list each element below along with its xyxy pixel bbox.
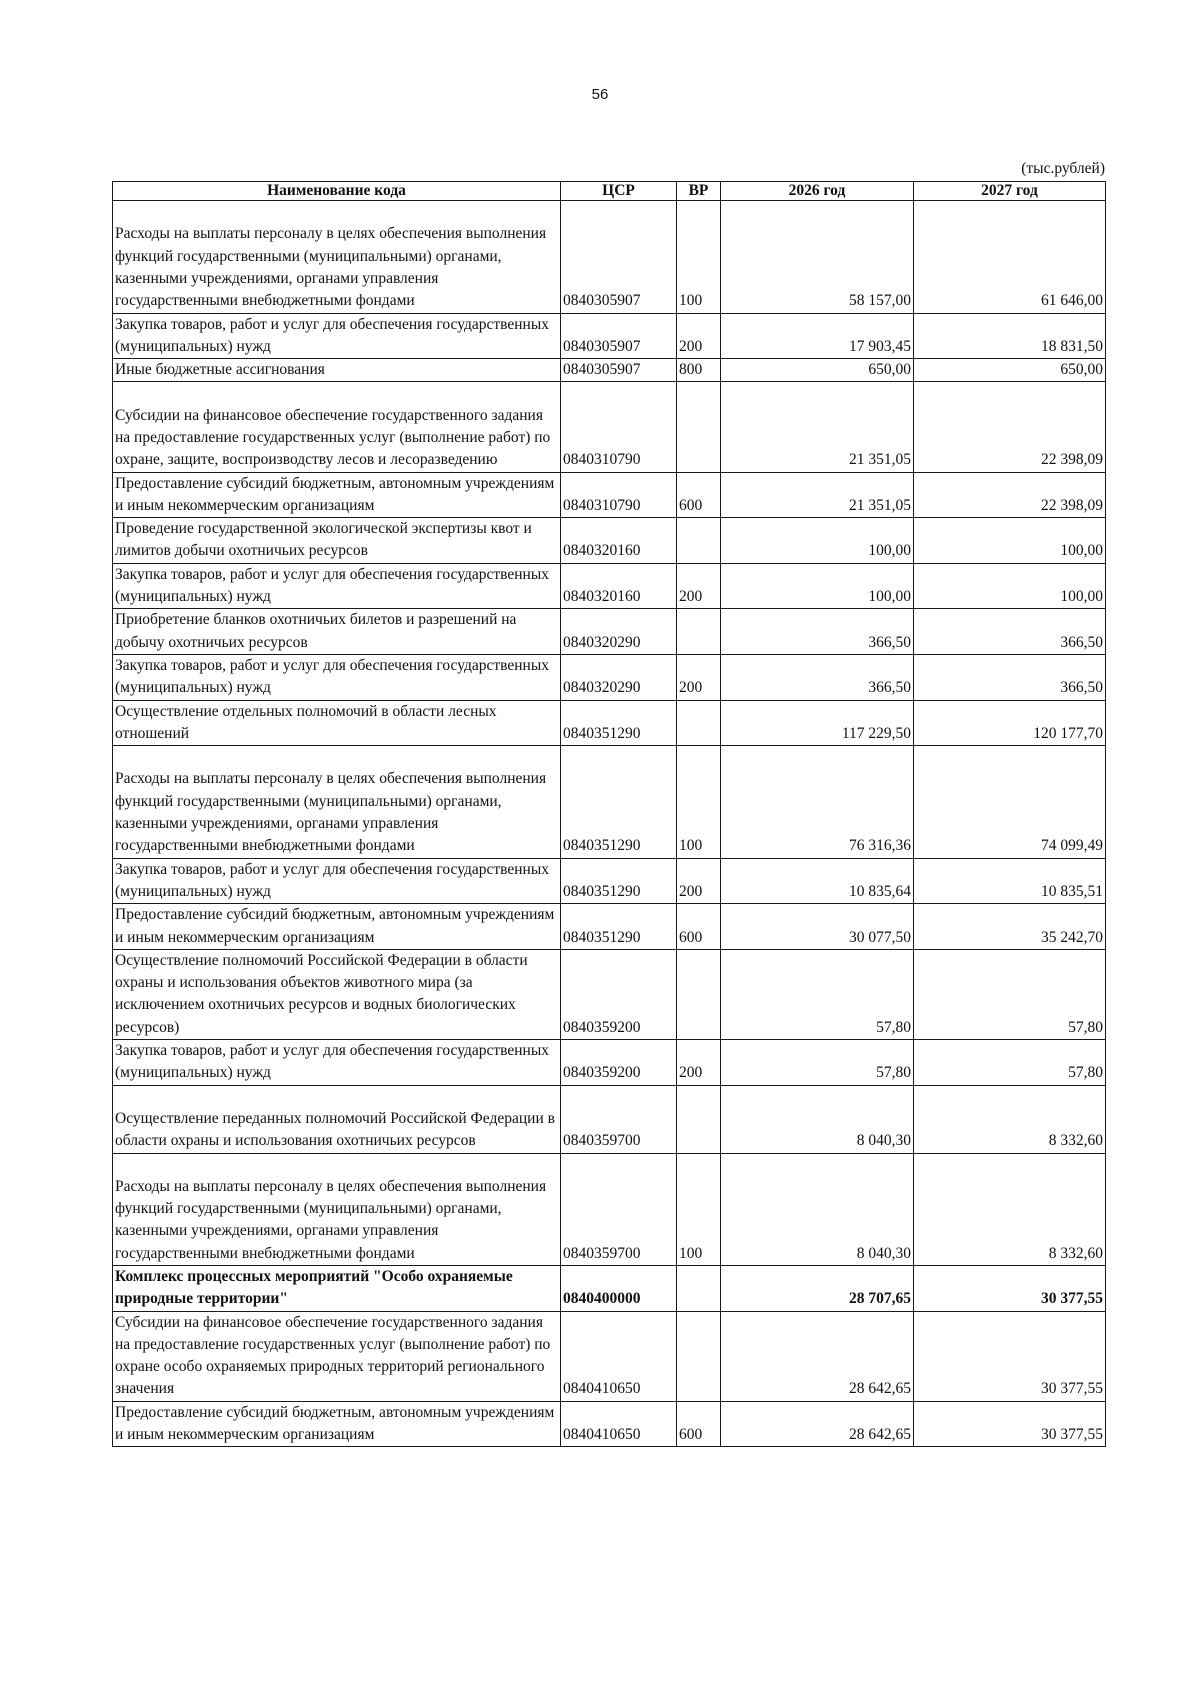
row-2026-cell: 366,50 bbox=[721, 654, 914, 700]
row-csr-cell: 0840305907 bbox=[561, 359, 677, 382]
budget-table bbox=[112, 181, 1106, 1447]
row-csr-cell: 0840320290 bbox=[561, 654, 677, 700]
table-row bbox=[113, 1040, 1106, 1086]
row-csr-cell: 0840359700 bbox=[561, 1153, 677, 1266]
table-row bbox=[113, 518, 1106, 564]
row-csr-cell: 0840410650 bbox=[561, 1311, 677, 1401]
row-csr-cell: 0840359200 bbox=[561, 949, 677, 1039]
row-vr-cell: 200 bbox=[677, 563, 721, 609]
row-2027-cell: 366,50 bbox=[914, 609, 1106, 655]
row-vr-cell: 100 bbox=[677, 1153, 721, 1266]
row-vr-cell bbox=[677, 1085, 721, 1153]
table-row bbox=[113, 201, 1106, 314]
row-name-cell: Субсидии на финансовое обеспечение государственного задания на предоставление государственных услуг (выполнение работ) по охране, защите, воспроизводству лесов и лесоразведению bbox=[113, 382, 561, 472]
row-2026-cell: 100,00 bbox=[721, 563, 914, 609]
table-row bbox=[113, 563, 1106, 609]
table-row bbox=[113, 949, 1106, 1039]
row-2026-cell: 10 835,64 bbox=[721, 858, 914, 904]
row-2027-cell: 18 831,50 bbox=[914, 313, 1106, 359]
row-2027-cell: 8 332,60 bbox=[914, 1153, 1106, 1266]
row-2027-cell: 57,80 bbox=[914, 1040, 1106, 1086]
row-name-cell: Приобретение бланков охотничьих билетов и разрешений на добычу охотничьих ресурсов bbox=[113, 609, 561, 655]
row-2027-cell: 57,80 bbox=[914, 949, 1106, 1039]
row-2026-cell: 21 351,05 bbox=[721, 472, 914, 518]
row-2026-cell: 8 040,30 bbox=[721, 1085, 914, 1153]
row-csr-cell: 0840351290 bbox=[561, 746, 677, 859]
row-name-cell: Предоставление субсидий бюджетным, автономным учреждениям и иным некоммерческим организациям bbox=[113, 904, 561, 950]
row-2027-cell: 74 099,49 bbox=[914, 746, 1106, 859]
row-name-cell: Иные бюджетные ассигнования bbox=[113, 359, 561, 382]
table-row bbox=[113, 858, 1106, 904]
row-csr-cell: 0840351290 bbox=[561, 858, 677, 904]
row-2026-cell: 28 642,65 bbox=[721, 1401, 914, 1447]
table-row bbox=[113, 609, 1106, 655]
row-2026-cell: 30 077,50 bbox=[721, 904, 914, 950]
row-csr-cell: 0840400000 bbox=[561, 1266, 677, 1312]
row-vr-cell: 600 bbox=[677, 1401, 721, 1447]
row-2027-cell: 100,00 bbox=[914, 518, 1106, 564]
row-2027-cell: 35 242,70 bbox=[914, 904, 1106, 950]
row-name-cell: Субсидии на финансовое обеспечение государственного задания на предоставление государственных услуг (выполнение работ) по охране особо охраняемых природных территорий регионального значения bbox=[113, 1311, 561, 1401]
table-row bbox=[113, 904, 1106, 950]
row-vr-cell: 200 bbox=[677, 654, 721, 700]
row-2026-cell: 17 903,45 bbox=[721, 313, 914, 359]
row-csr-cell: 0840320160 bbox=[561, 518, 677, 564]
row-csr-cell: 0840410650 bbox=[561, 1401, 677, 1447]
row-csr-cell: 0840320160 bbox=[561, 563, 677, 609]
header-name: Наименование кода bbox=[113, 182, 561, 201]
row-vr-cell bbox=[677, 609, 721, 655]
row-csr-cell: 0840320290 bbox=[561, 609, 677, 655]
row-2026-cell: 117 229,50 bbox=[721, 700, 914, 746]
row-2027-cell: 366,50 bbox=[914, 654, 1106, 700]
row-name-cell: Осуществление отдельных полномочий в области лесных отношений bbox=[113, 700, 561, 746]
row-vr-cell bbox=[677, 1311, 721, 1401]
row-name-cell: Комплекс процессных мероприятий "Особо охраняемые природные территории" bbox=[113, 1266, 561, 1312]
row-vr-cell: 600 bbox=[677, 472, 721, 518]
header-csr: ЦСР bbox=[561, 182, 677, 201]
row-csr-cell: 0840305907 bbox=[561, 313, 677, 359]
row-2026-cell: 57,80 bbox=[721, 949, 914, 1039]
header-2026: 2026 год bbox=[721, 182, 914, 201]
row-csr-cell: 0840310790 bbox=[561, 472, 677, 518]
row-name-cell: Закупка товаров, работ и услуг для обеспечения государственных (муниципальных) нужд bbox=[113, 858, 561, 904]
row-name-cell: Закупка товаров, работ и услуг для обеспечения государственных (муниципальных) нужд bbox=[113, 313, 561, 359]
row-2027-cell: 8 332,60 bbox=[914, 1085, 1106, 1153]
row-csr-cell: 0840359700 bbox=[561, 1085, 677, 1153]
row-vr-cell: 800 bbox=[677, 359, 721, 382]
row-2027-cell: 30 377,55 bbox=[914, 1266, 1106, 1312]
row-name-cell: Расходы на выплаты персоналу в целях обеспечения выполнения функций государственными (муниципальными) органами, казенными учреждениями, органами управления государственными внебюджетными фондами bbox=[113, 1153, 561, 1266]
row-name-cell: Закупка товаров, работ и услуг для обеспечения государственных (муниципальных) нужд bbox=[113, 1040, 561, 1086]
table-body bbox=[113, 201, 1106, 1447]
table-row bbox=[113, 1401, 1106, 1447]
units-label: (тыс.рублей) bbox=[1021, 160, 1105, 177]
row-2027-cell: 120 177,70 bbox=[914, 700, 1106, 746]
row-2026-cell: 57,80 bbox=[721, 1040, 914, 1086]
row-vr-cell: 200 bbox=[677, 1040, 721, 1086]
row-vr-cell: 200 bbox=[677, 313, 721, 359]
table-row bbox=[113, 1266, 1106, 1312]
row-csr-cell: 0840305907 bbox=[561, 201, 677, 314]
row-name-cell: Расходы на выплаты персоналу в целях обеспечения выполнения функций государственными (муниципальными) органами, казенными учреждениями, органами управления государственными внебюджетными фондами bbox=[113, 201, 561, 314]
row-2027-cell: 30 377,55 bbox=[914, 1311, 1106, 1401]
row-2026-cell: 366,50 bbox=[721, 609, 914, 655]
row-2027-cell: 22 398,09 bbox=[914, 472, 1106, 518]
row-csr-cell: 0840310790 bbox=[561, 382, 677, 472]
row-name-cell: Предоставление субсидий бюджетным, автономным учреждениям и иным некоммерческим организациям bbox=[113, 472, 561, 518]
table-row bbox=[113, 746, 1106, 859]
row-vr-cell bbox=[677, 700, 721, 746]
row-vr-cell: 100 bbox=[677, 746, 721, 859]
row-name-cell: Проведение государственной экологической экспертизы квот и лимитов добычи охотничьих ресурсов bbox=[113, 518, 561, 564]
table-row bbox=[113, 382, 1106, 472]
row-name-cell: Осуществление переданных полномочий Российской Федерации в области охраны и использования охотничьих ресурсов bbox=[113, 1085, 561, 1153]
row-2026-cell: 21 351,05 bbox=[721, 382, 914, 472]
table-row bbox=[113, 313, 1106, 359]
row-2027-cell: 10 835,51 bbox=[914, 858, 1106, 904]
row-2026-cell: 76 316,36 bbox=[721, 746, 914, 859]
table-row bbox=[113, 654, 1106, 700]
row-2026-cell: 28 642,65 bbox=[721, 1311, 914, 1401]
row-csr-cell: 0840351290 bbox=[561, 904, 677, 950]
row-vr-cell: 600 bbox=[677, 904, 721, 950]
table-row bbox=[113, 472, 1106, 518]
row-2027-cell: 22 398,09 bbox=[914, 382, 1106, 472]
header-vr: ВР bbox=[677, 182, 721, 201]
row-2026-cell: 8 040,30 bbox=[721, 1153, 914, 1266]
row-csr-cell: 0840351290 bbox=[561, 700, 677, 746]
row-name-cell: Предоставление субсидий бюджетным, автономным учреждениям и иным некоммерческим организациям bbox=[113, 1401, 561, 1447]
row-name-cell: Закупка товаров, работ и услуг для обеспечения государственных (муниципальных) нужд bbox=[113, 654, 561, 700]
table-row bbox=[113, 359, 1106, 382]
table-row bbox=[113, 1085, 1106, 1153]
row-name-cell: Расходы на выплаты персоналу в целях обеспечения выполнения функций государственными (муниципальными) органами, казенными учреждениями, органами управления государственными внебюджетными фондами bbox=[113, 746, 561, 859]
row-2027-cell: 61 646,00 bbox=[914, 201, 1106, 314]
page-number: 56 bbox=[591, 86, 609, 103]
row-2026-cell: 28 707,65 bbox=[721, 1266, 914, 1312]
header-2027: 2027 год bbox=[914, 182, 1106, 201]
row-csr-cell: 0840359200 bbox=[561, 1040, 677, 1086]
table-row bbox=[113, 1153, 1106, 1266]
row-2026-cell: 100,00 bbox=[721, 518, 914, 564]
table-row bbox=[113, 1311, 1106, 1401]
row-2027-cell: 100,00 bbox=[914, 563, 1106, 609]
row-2026-cell: 58 157,00 bbox=[721, 201, 914, 314]
row-2026-cell: 650,00 bbox=[721, 359, 914, 382]
row-vr-cell: 100 bbox=[677, 201, 721, 314]
row-vr-cell bbox=[677, 949, 721, 1039]
table-header-row bbox=[113, 182, 1106, 201]
row-vr-cell bbox=[677, 518, 721, 564]
table-row bbox=[113, 700, 1106, 746]
row-vr-cell: 200 bbox=[677, 858, 721, 904]
row-name-cell: Осуществление полномочий Российской Федерации в области охраны и использования объектов животного мира (за исключением охотничьих ресурсов и водных биологических ресурсов) bbox=[113, 949, 561, 1039]
row-vr-cell bbox=[677, 382, 721, 472]
row-2027-cell: 30 377,55 bbox=[914, 1401, 1106, 1447]
row-name-cell: Закупка товаров, работ и услуг для обеспечения государственных (муниципальных) нужд bbox=[113, 563, 561, 609]
row-vr-cell bbox=[677, 1266, 721, 1312]
row-2027-cell: 650,00 bbox=[914, 359, 1106, 382]
